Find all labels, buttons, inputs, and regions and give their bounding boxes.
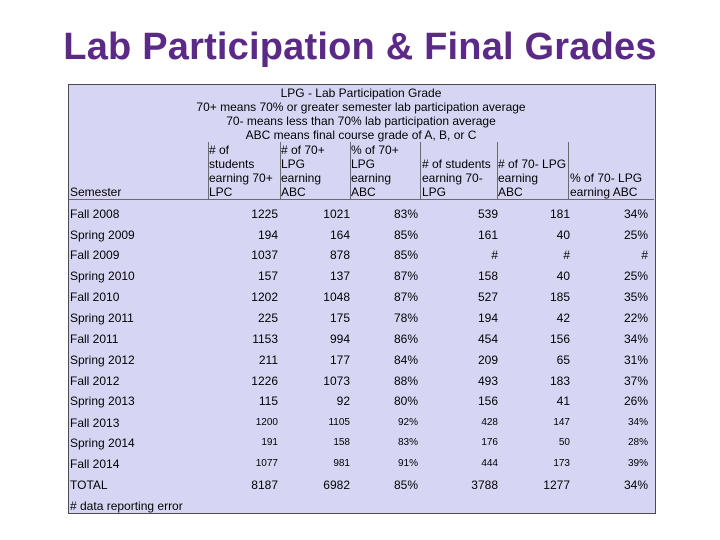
cell-semester: Fall 2014 [70,457,120,471]
table-row [68,287,654,307]
cell-70minus-abc: 185 [549,290,570,304]
cell-pct-70minus-abc: 34% [623,478,648,492]
cell-70plus-abc: 1048 [323,290,350,304]
header-divider [568,142,569,199]
cell-70plus-abc: 994 [329,332,350,346]
cell-pct-70minus-abc: 26% [623,394,648,408]
cell-students-70plus: 211 [258,353,278,367]
header-semester: Semester [70,185,122,199]
cell-students-70plus: 1202 [251,290,278,304]
cell-70minus-abc: 183 [549,374,570,388]
header-col5: # of 70- LPG earning ABC [498,157,567,199]
cell-70minus-abc: # [563,248,570,262]
page-title: Lab Participation & Final Grades [63,26,657,68]
cell-students-70minus: 156 [477,394,498,408]
cell-70plus-abc: 1021 [323,207,350,221]
cell-pct-70plus-abc: 85% [393,228,418,242]
cell-pct-70minus-abc: 34% [623,207,648,221]
cell-70minus-abc: 40 [556,228,570,242]
cell-semester: Fall 2009 [70,248,120,262]
cell-students-70plus: 191 [261,437,278,448]
cell-70minus-abc: 1277 [543,478,570,492]
table-row [68,225,654,245]
header-divider [420,142,421,199]
cell-students-70minus: 454 [477,332,498,346]
cell-pct-70minus-abc: 25% [623,228,648,242]
cell-pct-70plus-abc: 78% [393,311,418,325]
cell-pct-70minus-abc: 25% [623,269,648,283]
cell-pct-70minus-abc: 31% [623,353,648,367]
description-line: 70+ means 70% or greater semester lab participation average [196,100,526,114]
cell-students-70minus: 493 [477,374,498,388]
cell-semester: Spring 2013 [70,394,135,408]
cell-pct-70minus-abc: 34% [627,417,648,428]
cell-70plus-abc: 1105 [328,417,350,428]
cell-pct-70minus-abc: 35% [623,290,648,304]
cell-pct-70plus-abc: 85% [393,248,418,262]
cell-70minus-abc: 156 [549,332,570,346]
cell-students-70minus: # [491,248,498,262]
cell-students-70plus: 157 [257,269,278,283]
cell-70plus-abc: 158 [333,437,350,448]
cell-semester: Fall 2013 [70,416,120,430]
cell-70plus-abc: 92 [336,394,350,408]
cell-pct-70minus-abc: # [641,248,648,262]
cell-students-70plus: 225 [257,311,278,325]
table-row [68,308,654,328]
cell-pct-70minus-abc: 28% [627,437,648,448]
cell-pct-70plus-abc: 83% [397,437,418,448]
table-row-total [68,475,654,495]
cell-semester: Spring 2014 [70,436,135,450]
header-col6: % of 70- LPG earning ABC [570,171,643,199]
table-row [68,413,654,433]
table-row [68,391,654,411]
cell-students-70minus: 444 [481,458,498,469]
cell-students-70minus: 209 [477,353,498,367]
table-row [68,266,654,286]
cell-pct-70plus-abc: 92% [397,417,418,428]
cell-70minus-abc: 65 [556,353,570,367]
cell-pct-70minus-abc: 37% [623,374,648,388]
header-col2: # of 70+ LPG earning ABC [281,143,325,199]
description-line: 70- means less than 70% lab participation average [226,114,496,128]
header-bottom-rule [69,199,654,200]
cell-pct-70plus-abc: 88% [393,374,418,388]
cell-students-70plus: 1225 [251,207,278,221]
cell-pct-70plus-abc: 83% [393,207,418,221]
cell-semester: Spring 2011 [70,311,134,325]
cell-70plus-abc: 1073 [323,374,350,388]
cell-semester: Fall 2012 [70,374,120,388]
cell-pct-70minus-abc: 22% [623,311,648,325]
cell-students-70plus: 1153 [252,332,278,346]
cell-pct-70plus-abc: 84% [393,353,418,367]
table-row [68,329,654,349]
cell-70minus-abc: 42 [556,311,570,325]
cell-students-70minus: 3788 [471,478,498,492]
cell-students-70minus: 176 [481,437,498,448]
cell-students-70plus: 1226 [251,374,278,388]
table-row [68,204,654,224]
description-line: LPG - Lab Participation Grade [280,86,442,100]
cell-70minus-abc: 50 [558,437,570,448]
cell-pct-70plus-abc: 85% [393,478,418,492]
cell-70plus-abc: 137 [329,269,350,283]
cell-semester: Spring 2012 [70,353,135,367]
cell-70plus-abc: 878 [329,248,350,262]
header-col4: # of students earning 70- LPG [422,157,491,199]
table-row [68,433,654,453]
cell-70minus-abc: 181 [549,207,570,221]
cell-students-70plus: 8187 [251,478,278,492]
cell-students-70minus: 539 [477,207,498,221]
cell-70plus-abc: 164 [329,228,350,242]
header-col1: # of students earning 70+ LPC [209,143,273,199]
cell-pct-70plus-abc: 87% [393,290,418,304]
cell-semester: Fall 2011 [70,332,119,346]
table-row [68,454,654,474]
cell-70minus-abc: 41 [556,394,570,408]
cell-pct-70plus-abc: 91% [397,458,418,469]
cell-students-70plus: 194 [257,228,278,242]
cell-70minus-abc: 147 [553,417,570,428]
cell-students-70plus: 1200 [255,417,278,428]
table-row [68,350,654,370]
cell-70plus-abc: 6982 [323,478,350,492]
cell-70plus-abc: 177 [329,353,350,367]
cell-students-70plus: 115 [258,394,278,408]
cell-semester: Spring 2009 [70,228,135,242]
cell-students-70plus: 1077 [255,458,278,469]
cell-pct-70plus-abc: 86% [393,332,418,346]
cell-students-70plus: 1037 [251,248,278,262]
cell-students-70minus: 527 [477,290,498,304]
cell-semester: Spring 2010 [70,269,135,283]
cell-students-70minus: 194 [477,311,498,325]
header-col3: % of 70+ LPG earning ABC [351,143,399,199]
cell-students-70minus: 428 [481,417,498,428]
cell-semester: Fall 2010 [70,290,120,304]
footnote: # data reporting error [70,499,183,513]
cell-students-70minus: 158 [477,269,498,283]
cell-semester: Fall 2008 [70,207,120,221]
cell-pct-70minus-abc: 34% [623,332,648,346]
cell-70minus-abc: 40 [556,269,570,283]
cell-70plus-abc: 175 [329,311,350,325]
description-line: ABC means final course grade of A, B, or C [245,128,477,142]
cell-70minus-abc: 173 [553,458,570,469]
table-row [68,371,654,391]
cell-pct-70plus-abc: 80% [393,394,418,408]
cell-semester: TOTAL [70,478,108,492]
table-row [68,245,654,265]
cell-pct-70plus-abc: 87% [393,269,418,283]
table-description [68,86,654,142]
cell-pct-70minus-abc: 39% [627,458,648,469]
cell-70plus-abc: 981 [333,458,350,469]
cell-students-70minus: 161 [477,228,498,242]
